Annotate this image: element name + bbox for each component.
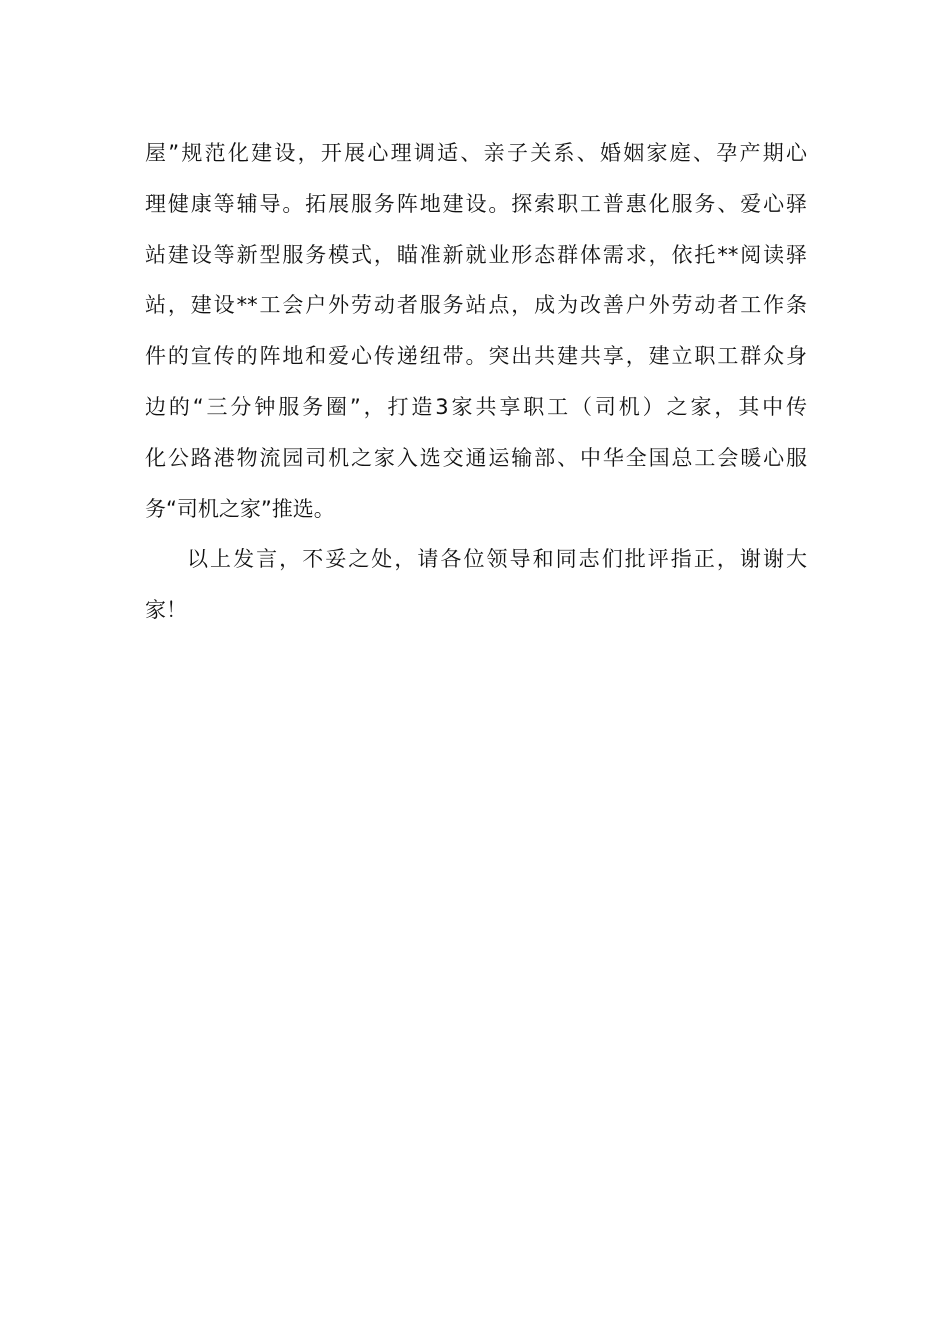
paragraph-closing-remarks	[145, 534, 807, 636]
text-line: 家！	[145, 598, 187, 623]
text-line: 屋”规范化建设，开展心理调适、亲子关系、婚姻家庭、孕产期心	[145, 141, 807, 165]
text-line: 边的“三分钟服务圈”，打造3家共享职工（司机）之家，其中传	[145, 394, 807, 419]
text-line: 件的宣传的阵地和爱心传递纽带。突出共建共享，建立职工群众身	[145, 344, 807, 369]
paragraph-service-construction	[145, 128, 807, 534]
text-line: 务“司机之家”推选。	[145, 496, 335, 521]
text-line: 站，建设**工会户外劳动者服务站点，成为改善户外劳动者工作条	[145, 293, 807, 318]
text-line: 站建设等新型服务模式，瞄准新就业形态群体需求，依托**阅读驿	[145, 242, 807, 267]
text-line: 化公路港物流园司机之家入选交通运输部、中华全国总工会暖心服	[145, 445, 807, 470]
text-line: 以上发言，不妥之处，请各位领导和同志们批评指正，谢谢大	[187, 547, 807, 572]
text-line: 理健康等辅导。拓展服务阵地建设。探索职工普惠化服务、爱心驿	[145, 191, 807, 216]
document-body	[145, 128, 807, 636]
